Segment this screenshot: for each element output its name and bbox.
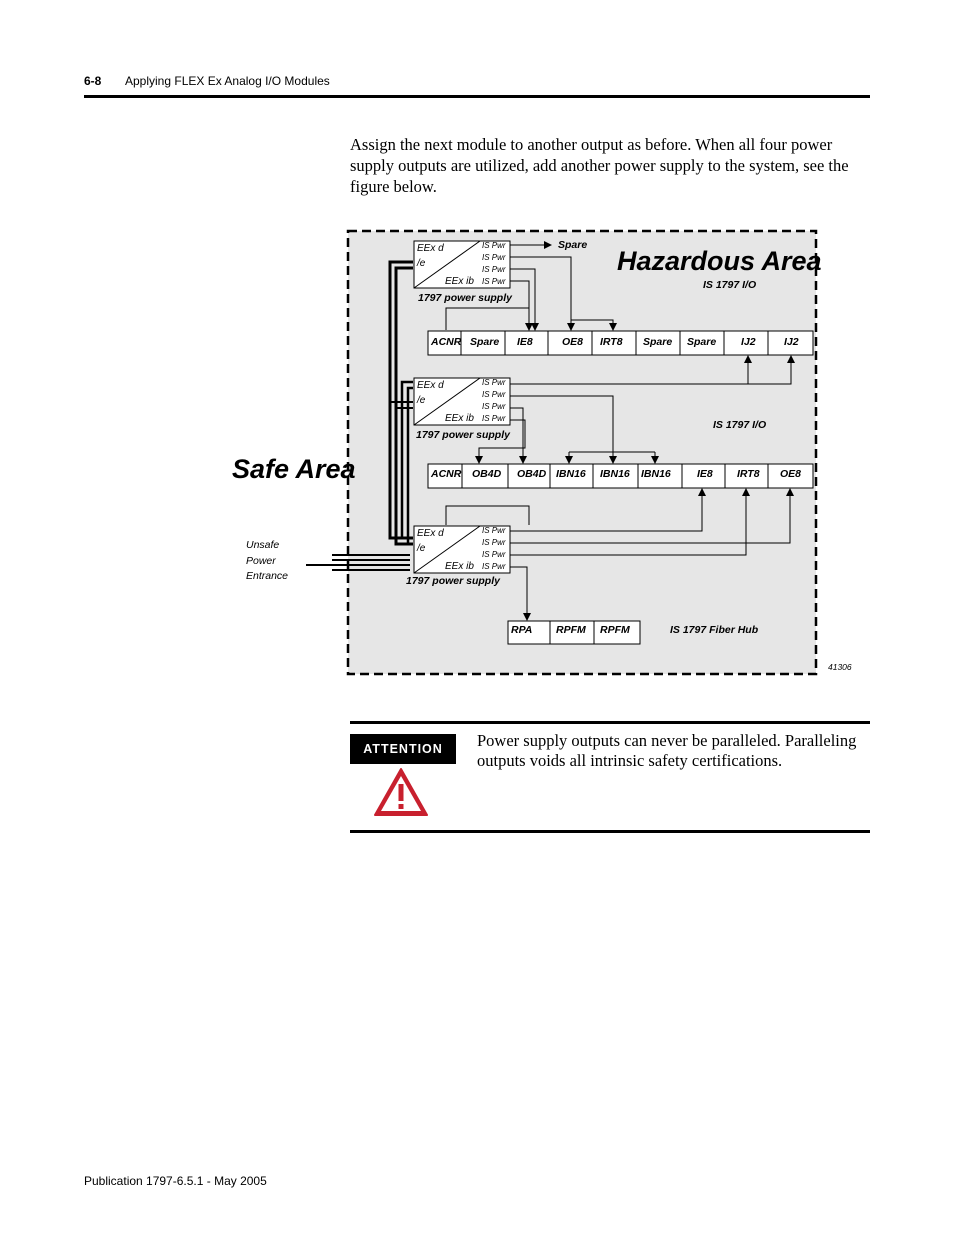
svg-text:IS Pwr: IS Pwr bbox=[482, 526, 506, 535]
svg-text:IS Pwr: IS Pwr bbox=[482, 253, 506, 262]
module-label: IE8 bbox=[697, 468, 713, 480]
module-label: IJ2 bbox=[784, 336, 799, 348]
svg-text:/e: /e bbox=[417, 258, 426, 269]
module-label: IBN16 bbox=[556, 468, 586, 480]
svg-text:IS Pwr: IS Pwr bbox=[482, 414, 506, 423]
module-label: OB4D bbox=[472, 468, 502, 480]
module-label: OB4D bbox=[517, 468, 547, 480]
unsafe-power-line-2: Power bbox=[246, 555, 276, 567]
module-label: RPA bbox=[511, 624, 533, 636]
power-supply-2-caption: 1797 power supply bbox=[416, 429, 510, 441]
row-2-label: IS 1797 I/O bbox=[713, 419, 767, 431]
module-label: OE8 bbox=[562, 336, 584, 348]
hazardous-area-title: Hazardous Area bbox=[617, 246, 822, 276]
module-row-1 bbox=[428, 331, 813, 355]
module-label: Spare bbox=[470, 336, 500, 348]
svg-text:EEx ib: EEx ib bbox=[445, 276, 474, 287]
svg-text:EEx ib: EEx ib bbox=[445, 561, 474, 572]
svg-text:IS Pwr: IS Pwr bbox=[482, 241, 506, 250]
svg-text:IS Pwr: IS Pwr bbox=[482, 550, 506, 559]
running-header-title: Applying FLEX Ex Analog I/O Modules bbox=[125, 74, 330, 88]
power-supply-1-caption: 1797 power supply bbox=[418, 292, 512, 304]
module-label: IBN16 bbox=[641, 468, 671, 480]
unsafe-power-line-3: Entrance bbox=[246, 570, 289, 582]
warning-triangle-icon bbox=[373, 767, 429, 817]
power-supply-3 bbox=[406, 526, 510, 587]
svg-text:/e: /e bbox=[417, 395, 426, 406]
attention-top-rule bbox=[350, 721, 870, 724]
module-label: RPFM bbox=[556, 624, 586, 636]
safe-area-title: Safe Area bbox=[232, 454, 356, 484]
power-supply-3-caption: 1797 power supply bbox=[406, 575, 500, 587]
module-row-fiber-hub bbox=[508, 621, 640, 644]
svg-text:/e: /e bbox=[417, 543, 426, 554]
svg-text:IS Pwr: IS Pwr bbox=[482, 390, 506, 399]
module-label: Spare bbox=[643, 336, 673, 348]
figure-number: 41306 bbox=[828, 662, 852, 672]
power-supply-1 bbox=[414, 241, 513, 304]
module-label: IBN16 bbox=[600, 468, 630, 480]
module-label: ACNR bbox=[431, 468, 462, 480]
row-1-label: IS 1797 I/O bbox=[703, 279, 757, 291]
module-row-2 bbox=[428, 464, 813, 488]
attention-text: Power supply outputs can never be paralleled. Paralleling outputs voids all intrinsic safety certifications. bbox=[477, 731, 857, 770]
svg-text:EEx d: EEx d bbox=[417, 243, 444, 254]
svg-text:IS Pwr: IS Pwr bbox=[482, 538, 506, 547]
attention-bottom-rule bbox=[350, 830, 870, 833]
power-supply-2 bbox=[414, 378, 511, 441]
page-number: 6-8 bbox=[84, 74, 102, 88]
svg-text:EEx d: EEx d bbox=[417, 380, 444, 391]
module-label: ACNR bbox=[431, 336, 462, 348]
publication-footer: Publication 1797-6.5.1 - May 2005 bbox=[84, 1174, 267, 1188]
module-label: OE8 bbox=[780, 468, 802, 480]
svg-text:IS Pwr: IS Pwr bbox=[482, 277, 506, 286]
svg-text:EEx ib: EEx ib bbox=[445, 413, 474, 424]
module-label: Spare bbox=[687, 336, 717, 348]
module-label: IJ2 bbox=[741, 336, 756, 348]
module-label: IRT8 bbox=[600, 336, 623, 348]
svg-text:IS Pwr: IS Pwr bbox=[482, 265, 506, 274]
svg-text:EEx d: EEx d bbox=[417, 528, 444, 539]
module-label: IE8 bbox=[517, 336, 533, 348]
module-label: RPFM bbox=[600, 624, 630, 636]
spare-output-label: Spare bbox=[558, 239, 588, 251]
intro-paragraph: Assign the next module to another output as before. When all four power supply outputs are utilized, add another power supply to the system, see the figure below. bbox=[350, 135, 849, 196]
svg-text:IS Pwr: IS Pwr bbox=[482, 562, 506, 571]
attention-label: ATTENTION bbox=[350, 734, 456, 764]
unsafe-power-line-1: Unsafe bbox=[246, 539, 280, 551]
fiber-hub-label: IS 1797 Fiber Hub bbox=[670, 624, 759, 636]
svg-text:IS Pwr: IS Pwr bbox=[482, 378, 506, 387]
module-label: IRT8 bbox=[737, 468, 760, 480]
svg-text:IS Pwr: IS Pwr bbox=[482, 402, 506, 411]
